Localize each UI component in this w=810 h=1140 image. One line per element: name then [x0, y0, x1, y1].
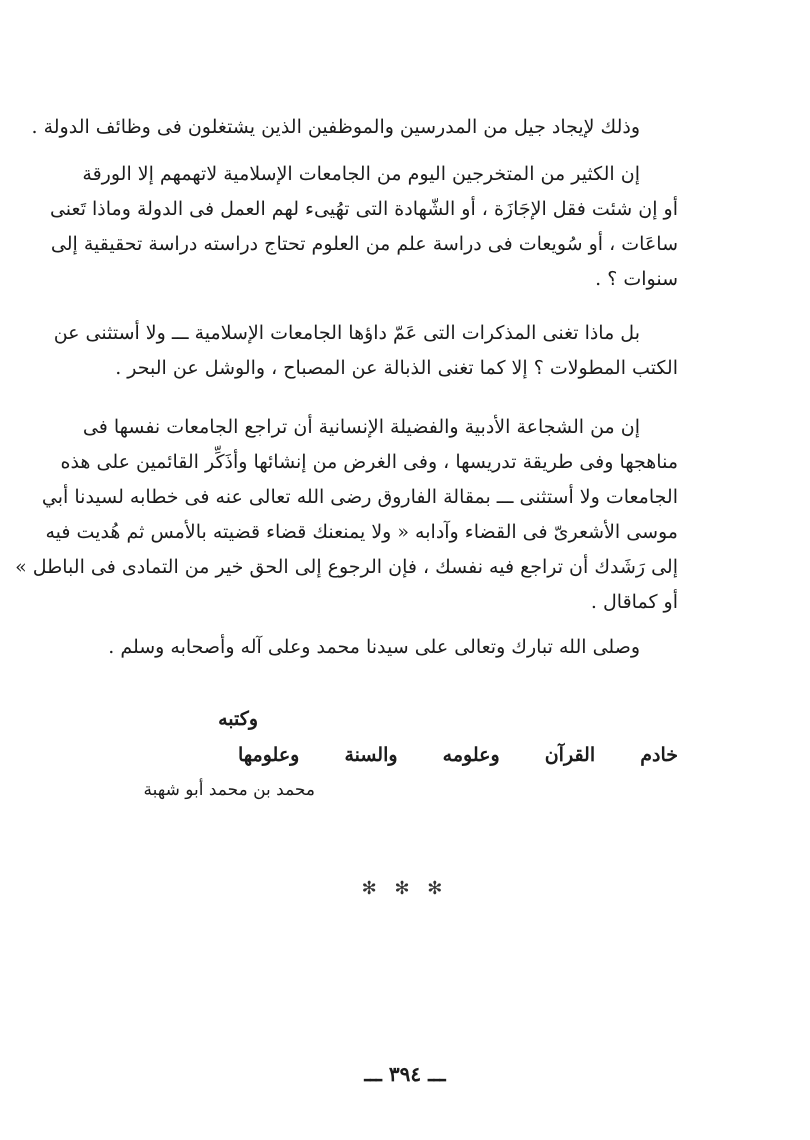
- closing-prayer: [108, 630, 678, 665]
- paragraph-line: الكتب المطولات ؟ إلا كما تغنى الذبالة عن المصباح ، والوشل عن البحر .: [115, 357, 678, 379]
- paragraph-line: إلى رَشَدك أن تراجع فيه نفسك ، فإن الرجوع إلى الحق خير من التمادى فى الباطل »: [15, 556, 678, 578]
- paragraph-line: إن الكثير من المتخرجين اليوم من الجامعات الإسلامية لاتهمهم إلا الورقة: [82, 163, 640, 185]
- paragraph-line: وذلك لإيجاد جيل من المدرسين والموظفين الذين يشتغلون فى وظائف الدولة .: [31, 116, 640, 138]
- paragraph-line: بل ماذا تغنى المذكرات التى عَمّ داؤها الجامعات الإسلامية ـــ ولا أستثنى عن: [53, 322, 640, 344]
- paragraph-line: أو إن شئت فقل الإجَازَة ، أو الشّهادة التى تهُيىء لهم العمل فى الدولة وماذا تَعنى: [49, 198, 678, 220]
- paragraph-line: أو كماقال .: [590, 591, 678, 613]
- signature-title: خادم القرآن وعلومه والسنة وعلومها: [238, 744, 678, 766]
- paragraph-line: سنوات ؟ .: [595, 268, 678, 290]
- paragraph-line: ساعَات ، أو سُويعات فى دراسة علم من العلوم تحتاج دراسته دراسة تحقيقية إلى: [50, 233, 678, 255]
- paragraph-line: وصلى الله تبارك وتعالى على سيدنا محمد وعلى آله وأصحابه وسلم .: [108, 636, 640, 658]
- signature-name: محمد بن محمد أبو شهبة: [143, 780, 315, 800]
- paragraph-3: [53, 316, 678, 386]
- paragraph-line: مناهجها وفى طريقة تدريسها ، وفى الغرض من إنشائها وأذَكِّر القائمين على هذه: [60, 451, 678, 473]
- paragraph-line: الجامعات ولا أستثنى ـــ بمقالة الفاروق رضى الله تعالى عنه فى خطابه لسيدنا أبي: [41, 486, 678, 508]
- paragraph-1: [31, 110, 678, 145]
- paragraph-4: [15, 410, 678, 620]
- section-separator: ✻ ✻ ✻: [361, 878, 449, 899]
- paragraph-line: إن من الشجاعة الأدبية والفضيلة الإنسانية أن تراجع الجامعات نفسها فى: [82, 416, 640, 438]
- signature-wrote: وكتبه: [218, 708, 258, 730]
- page-number: ـــ ٣٩٤ ـــ: [364, 1062, 446, 1086]
- paragraph-line: موسى الأشعرىّ فى القضاء وآدابه « ولا يمنعنك قضاء قضيته بالأمس ثم هُديت فيه: [45, 521, 678, 543]
- paragraph-2: [49, 157, 678, 297]
